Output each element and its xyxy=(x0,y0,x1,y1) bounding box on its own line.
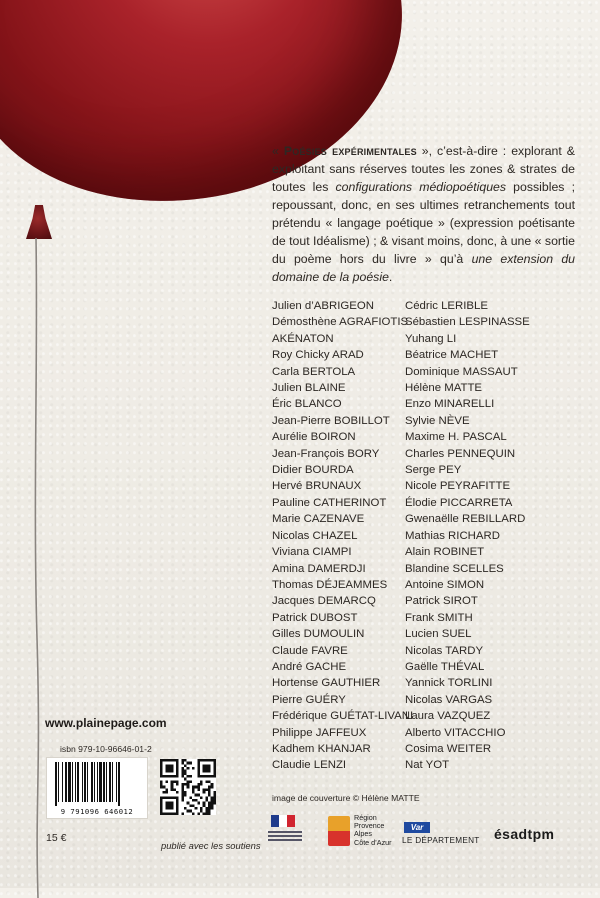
author-name: Sylvie NÈVE xyxy=(405,414,470,427)
author-name: Amina DAMERDJI xyxy=(272,562,366,575)
departement-label: LE DÉPARTEMENT xyxy=(402,836,480,845)
author-name: Blandine SCELLES xyxy=(405,562,504,575)
authors-list-right xyxy=(405,298,555,774)
author-name: Antoine SIMON xyxy=(405,578,485,591)
isbn: isbn 979-10-96646-01-2 xyxy=(60,744,152,754)
balloon-string xyxy=(30,238,44,898)
author-name: Carla BERTOLA xyxy=(272,365,356,378)
balloon-knot xyxy=(26,205,52,239)
author-name: Laura VAZQUEZ xyxy=(405,710,491,723)
author-name: Alain ROBINET xyxy=(405,546,485,559)
author-name: Roy Chicky ARAD xyxy=(272,349,364,362)
barcode xyxy=(46,757,148,819)
author-name: Aurélie BOIRON xyxy=(272,431,356,444)
author-name: Frank SMITH xyxy=(405,611,473,624)
author-name: Frédérique GUÉTAT-LIVANI xyxy=(272,710,414,723)
barcode-bars xyxy=(55,762,139,806)
var-mark: Var xyxy=(404,822,430,833)
author-name: Béatrice MACHET xyxy=(405,349,499,362)
author-name: Yannick TORLINI xyxy=(405,677,493,690)
author-name: Hortense GAUTHIER xyxy=(272,677,381,690)
author-name: Cosima WEITER xyxy=(405,742,492,755)
barcode-number: 9 791096 646012 xyxy=(60,807,134,816)
author-name: Mathias RICHARD xyxy=(405,529,500,542)
support-note: publié avec les soutiens xyxy=(161,840,261,851)
author-name: Claude FAVRE xyxy=(272,644,348,657)
author-name: Gaëlle THÉVAL xyxy=(405,660,485,673)
publisher-url[interactable]: www.plainepage.com xyxy=(45,716,167,730)
author-name: Serge PEY xyxy=(405,464,462,477)
author-name: Philippe JAFFEUX xyxy=(272,726,367,739)
author-name: Hélène MATTE xyxy=(405,382,483,395)
author-name: Nicolas VARGAS xyxy=(405,693,493,706)
author-name: Yuhang LI xyxy=(405,332,457,345)
author-name: Élodie PICCARRETA xyxy=(405,496,513,509)
collection-title: Poésies expérimentales xyxy=(283,144,417,158)
author-name: Kadhem KHANJAR xyxy=(272,742,371,755)
region-logo-text: Région Provence Alpes Côte d’Azur xyxy=(354,813,392,847)
author-name: Nicolas CHAZEL xyxy=(272,529,358,542)
region-paca-logo xyxy=(328,814,412,852)
region-emblem-icon xyxy=(328,816,350,846)
author-name: Nicole PEYRAFITTE xyxy=(405,480,511,493)
author-name: Pierre GUÉRY xyxy=(272,693,346,706)
author-name: Thomas DÉJEAMMES xyxy=(272,578,388,591)
author-name: Enzo MINARELLI xyxy=(405,398,495,411)
author-name: Sébastien LESPINASSE xyxy=(405,316,530,329)
author-name: André GACHE xyxy=(272,660,347,673)
author-name: Julien BLAINE xyxy=(272,382,346,395)
author-name: Maxime H. PASCAL xyxy=(405,431,507,444)
author-name: Nat YOT xyxy=(405,759,450,772)
author-name: AKÉNATON xyxy=(272,332,334,345)
author-name: Cédric LERIBLE xyxy=(405,300,488,312)
author-name: Alberto VITACCHIO xyxy=(405,726,506,739)
author-name: Éric BLANCO xyxy=(272,398,342,411)
author-name: Lucien SUEL xyxy=(405,628,472,641)
author-name: Viviana CIAMPI xyxy=(272,546,352,559)
author-name: Jean-Pierre BOBILLOT xyxy=(272,414,390,427)
price: 15 € xyxy=(46,832,67,844)
authors-list-left xyxy=(272,298,422,774)
author-name: Patrick DUBOST xyxy=(272,611,358,624)
author-name: Marie CAZENAVE xyxy=(272,513,365,526)
author-name: Hervé BRUNAUX xyxy=(272,480,362,493)
author-name: Dominique MASSAUT xyxy=(405,365,518,378)
author-name: Didier BOURDA xyxy=(272,464,354,477)
author-name: Gwenaëlle REBILLARD xyxy=(405,513,526,526)
departement-var-logo xyxy=(402,822,482,852)
intro-text: « Poésies expérimentales », c’est-à-dire : explorant & exploitant sans réserves toutes les zones & strates de toutes les configurations médiopoétiques possibles ; repoussant, donc, en ses ultimes retranchements tout prétendu « langage poétique » (expression poétisante de tout Idéalisme) ; & visant moins, donc, à une « sortie du poème hors du livre » qu’à une extension du domaine de la poésie. xyxy=(272,144,575,284)
qr-code xyxy=(160,759,216,815)
esadtpm-logo: ésadtpm xyxy=(494,826,555,842)
author-name: Gilles DUMOULIN xyxy=(272,628,365,641)
cover-credit: image de couverture © Hélène MATTE xyxy=(272,793,420,803)
author-name: Charles PENNEQUIN xyxy=(405,447,516,460)
author-name: Claudie LENZI xyxy=(272,759,347,772)
author-name: Jean-François BORY xyxy=(272,447,380,460)
author-name: Démosthène AGRAFIOTIS xyxy=(272,316,409,329)
republique-francaise-logo xyxy=(268,815,302,845)
author-name: Julien d’ABRIGEON xyxy=(272,300,374,312)
author-name: Nicolas TARDY xyxy=(405,644,484,657)
author-name: Jacques DEMARCQ xyxy=(272,595,376,608)
author-name: Patrick SIROT xyxy=(405,595,478,608)
author-name: Pauline CATHERINOT xyxy=(272,496,387,509)
